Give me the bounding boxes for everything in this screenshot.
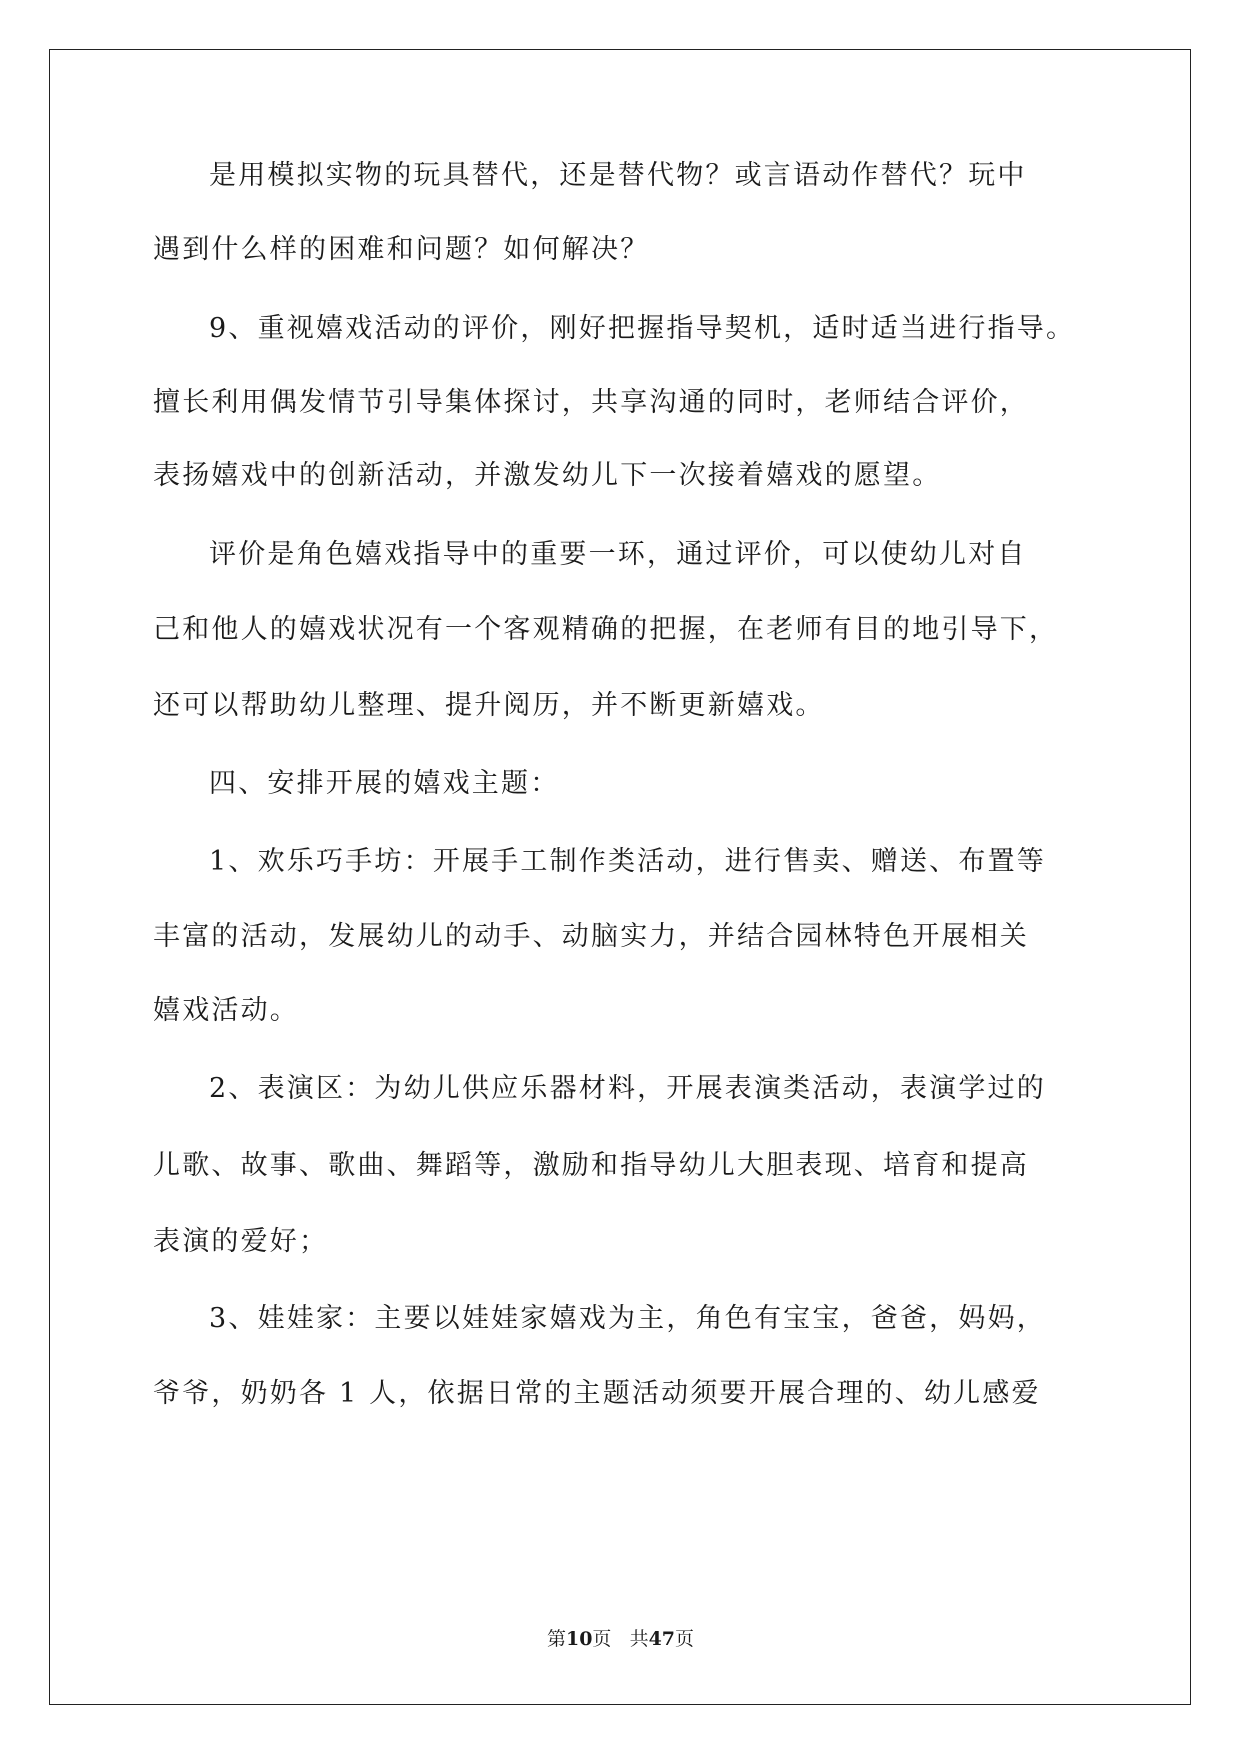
text-line: 1、欢乐巧手坊：开展手工制作类活动，进行售卖、赠送、布置等 xyxy=(209,846,1046,877)
text-line: 3、娃娃家：主要以娃娃家嬉戏为主，角色有宝宝，爸爸，妈妈， xyxy=(209,1303,1046,1334)
text-line: 是用模拟实物的玩具替代，还是替代物？或言语动作替代？玩中 xyxy=(209,160,1027,191)
text-line: 己和他人的嬉戏状况有一个客观精确的把握，在老师有目的地引导下， xyxy=(153,614,1059,645)
footer-page-word: 页 xyxy=(592,1628,612,1650)
current-page-number: 10 xyxy=(565,1628,593,1650)
text-line: 表演的爱好； xyxy=(153,1226,329,1257)
text-line: 9、重视嬉戏活动的评价，刚好把握指导契机，适时适当进行指导。 xyxy=(209,313,1076,344)
total-pages-number: 47 xyxy=(648,1628,676,1650)
footer-total-prefix: 共 xyxy=(629,1628,649,1650)
text-line: 四、安排开展的嬉戏主题： xyxy=(209,768,560,799)
text-line: 表扬嬉戏中的创新活动，并激发幼儿下一次接着嬉戏的愿望。 xyxy=(153,460,942,491)
text-line: 评价是角色嬉戏指导中的重要一环，通过评价，可以使幼儿对自 xyxy=(209,539,1027,570)
footer-prefix: 第 xyxy=(546,1628,566,1650)
text-line: 丰富的活动，发展幼儿的动手、动脑实力，并结合园林特色开展相关 xyxy=(153,921,1029,952)
text-line: 爷爷，奶奶各 1 人，依据日常的主题活动须要开展合理的、幼儿感爱 xyxy=(153,1378,1041,1409)
text-line: 遇到什么样的困难和问题？如何解决？ xyxy=(153,234,650,265)
text-line: 2、表演区：为幼儿供应乐器材料，开展表演类活动，表演学过的 xyxy=(209,1073,1046,1104)
footer-total-suffix: 页 xyxy=(675,1628,695,1650)
text-line: 儿歌、故事、歌曲、舞蹈等，激励和指导幼儿大胆表现、培育和提高 xyxy=(153,1150,1029,1181)
text-line: 擅长利用偶发情节引导集体探讨，共享沟通的同时，老师结合评价， xyxy=(153,387,1029,418)
page-footer xyxy=(0,1624,1241,1651)
text-line: 还可以帮助幼儿整理、提升阅历，并不断更新嬉戏。 xyxy=(153,690,825,721)
text-line: 嬉戏活动。 xyxy=(153,995,299,1026)
